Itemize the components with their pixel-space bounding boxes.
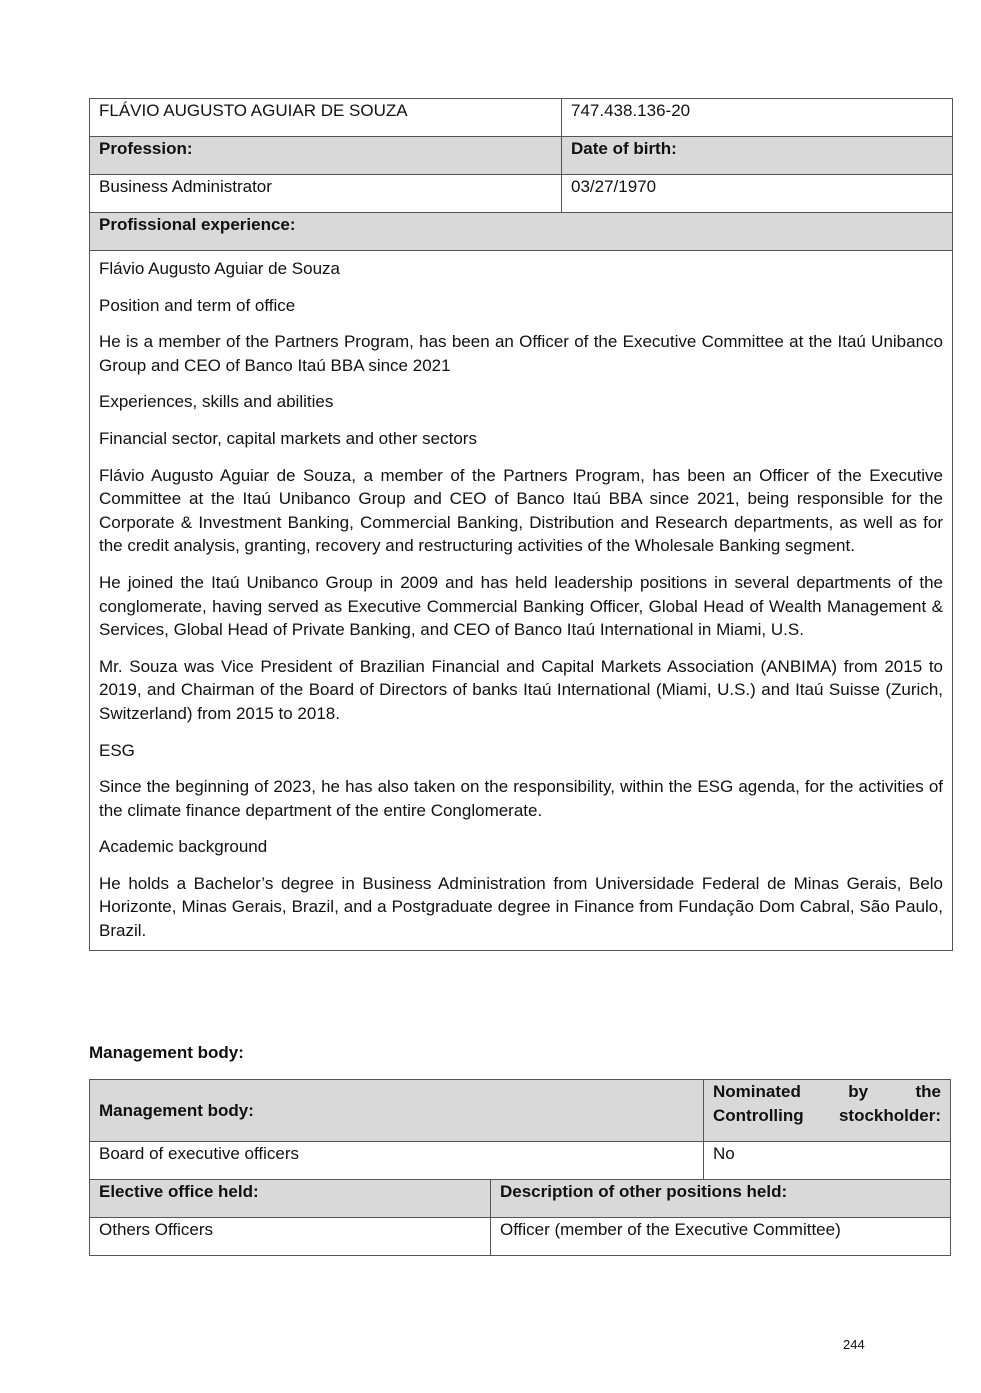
person-cpf: 747.438.136-20 xyxy=(562,99,953,137)
elective-office-label: Elective office held: xyxy=(90,1180,491,1218)
experience-paragraph: He joined the Itaú Unibanco Group in 2009 and has held leadership positions in several departments of the conglomerate, having served as Executive Commercial Banking Officer, Global Head of Wealth Management & Services, Global Head of Private Banking, and CEO of Banco Itaú International in Miami, U.S. xyxy=(99,572,943,640)
experience-paragraph: He is a member of the Partners Program, has been an Officer of the Executive Committee at the Itaú Unibanco Group and CEO of Banco Itaú BBA since 2021 xyxy=(99,332,943,375)
experience-paragraph: ESG xyxy=(99,740,135,760)
experience-paragraph: Mr. Souza was Vice President of Brazilian Financial and Capital Markets Association (ANBIMA) from 2015 to 2019, and Chairman of the Board of Directors of banks Itaú International (Miami, U.S.) and Itaú Suisse (Zurich, Switzerland) from 2015 to 2018. xyxy=(99,656,943,723)
experience-body xyxy=(90,251,953,951)
dob-label: Date of birth: xyxy=(562,137,953,175)
profession-value: Business Administrator xyxy=(90,175,562,213)
management-body-value: Board of executive officers xyxy=(90,1142,704,1180)
personal-info-table xyxy=(89,98,953,951)
experience-paragraph: Position and term of office xyxy=(99,295,296,315)
description-label: Description of other positions held: xyxy=(491,1180,951,1218)
experience-paragraph: Flávio Augusto Aguiar de Souza xyxy=(99,259,340,278)
person-name: FLÁVIO AUGUSTO AGUIAR DE SOUZA xyxy=(90,99,562,137)
management-section-title: Management body: xyxy=(89,1043,244,1062)
nominated-label: Nominated by the Controlling stockholder: xyxy=(704,1080,951,1142)
experience-label: Profissional experience: xyxy=(90,213,953,251)
management-body-label: Management body: xyxy=(90,1080,704,1142)
description-value: Officer (member of the Executive Committee) xyxy=(491,1218,951,1256)
elective-office-value: Others Officers xyxy=(90,1218,491,1256)
experience-paragraph: Flávio Augusto Aguiar de Souza, a member of the Partners Program, has been an Officer of the Executive Committee at the Itaú Unibanco Group and CEO of Banco Itaú BBA since 2021, being responsible for the Corporate & Investment Banking, Commercial Banking, Distribution and Research departments, as well as for the credit analysis, granting, recovery and restructuring activities of the Wholesale Banking segment. xyxy=(99,465,943,556)
dob-value: 03/27/1970 xyxy=(562,175,953,213)
experience-paragraph: Financial sector, capital markets and other sectors xyxy=(99,428,477,448)
experience-paragraph: Academic background xyxy=(99,837,268,857)
experience-paragraph: He holds a Bachelor’s degree in Business Administration from Universidade Federal de Minas Gerais, Belo Horizonte, Minas Gerais, Brazil, and a Postgraduate degree in Finance from Fundação Dom Cabral, São Paulo, Brazil. xyxy=(99,873,943,941)
nominated-value: No xyxy=(704,1142,951,1180)
experience-paragraph: Since the beginning of 2023, he has also taken on the responsibility, within the ESG agenda, for the activities of the climate finance department of the entire Conglomerate. xyxy=(99,777,943,820)
management-table xyxy=(89,1079,951,1256)
profession-label: Profession: xyxy=(90,137,562,175)
page-number: 244 xyxy=(843,1337,865,1352)
experience-paragraph: Experiences, skills and abilities xyxy=(99,392,334,412)
